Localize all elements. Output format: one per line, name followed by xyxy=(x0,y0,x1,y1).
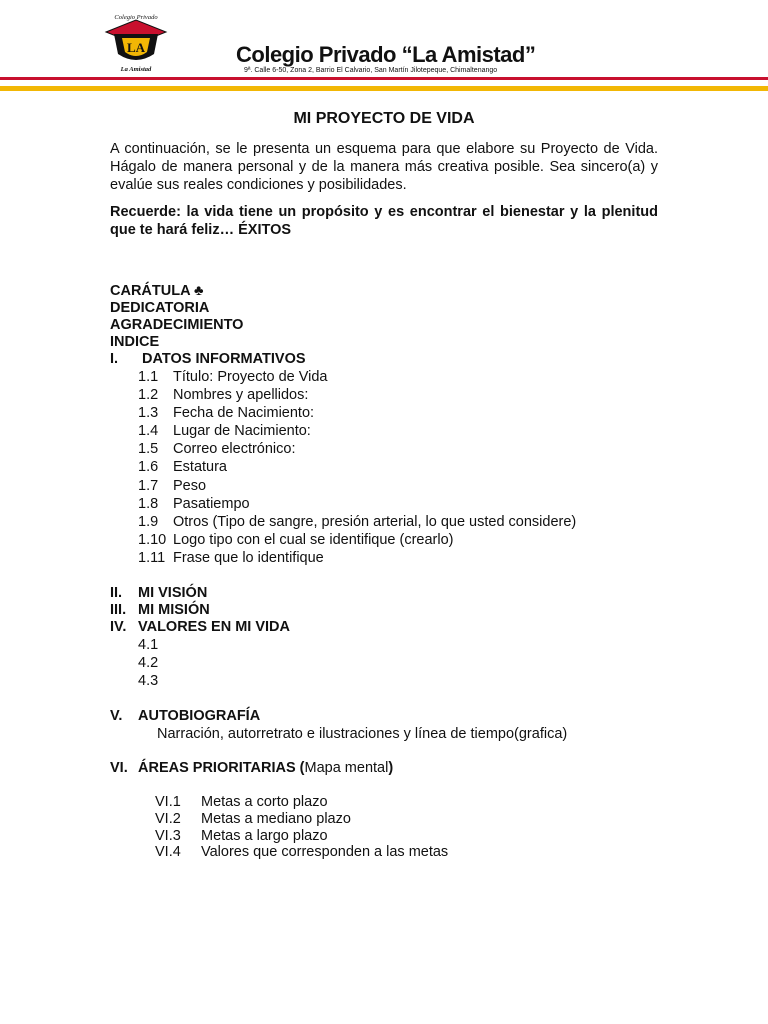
section-title: DATOS INFORMATIVOS xyxy=(142,351,306,367)
list-item xyxy=(110,404,710,422)
item-number: 1.5 xyxy=(138,441,159,458)
item-number: VI.3 xyxy=(155,827,181,844)
section-number: VI. xyxy=(110,760,128,777)
item-text: Fecha de Nacimiento: xyxy=(173,405,315,422)
section-number: II. xyxy=(110,585,123,602)
front-item-dedicatoria: DEDICATORIA xyxy=(110,300,210,316)
section-number: IV. xyxy=(110,619,127,636)
item-number: 1.1 xyxy=(138,369,159,385)
front-item-caratula: CARÁTULA ♣ xyxy=(110,283,204,299)
item-text: Metas a corto plazo xyxy=(201,794,328,811)
section-title-close: ) xyxy=(388,760,394,777)
section-3-heading xyxy=(110,602,710,619)
item-text: Otros (Tipo de sangre, presión arterial, lo que usted considere) xyxy=(173,513,577,530)
section-title: VALORES EN MI VIDA xyxy=(138,619,290,636)
item-text: Valores que corresponden a las metas xyxy=(201,844,449,861)
section-number: III. xyxy=(110,602,127,619)
header-red-band xyxy=(0,77,768,80)
item-text: Logo tipo con el cual se identifique (crearlo) xyxy=(173,531,454,548)
item-number: VI.2 xyxy=(155,810,181,827)
section-5-text: Narración, autorretrato e ilustraciones y línea de tiempo(grafica) xyxy=(157,726,568,743)
item-text: Correo electrónico: xyxy=(173,441,296,458)
item-text: Peso xyxy=(173,477,207,494)
item-text: Metas a largo plazo xyxy=(201,827,328,844)
item-text: Metas a mediano plazo xyxy=(201,810,351,827)
item-number: 1.7 xyxy=(138,477,159,494)
item-text: Frase que lo identifique xyxy=(173,549,324,566)
section-title: AUTOBIOGRAFÍA xyxy=(138,708,261,725)
section-2-heading xyxy=(110,585,710,602)
item-number: 1.8 xyxy=(138,495,159,512)
section-title-note: Mapa mental xyxy=(304,760,389,777)
logo-bottom-text: La Amistad xyxy=(120,66,152,73)
list-item: 4.1 xyxy=(138,637,159,654)
section-1-heading xyxy=(110,351,710,368)
front-item-indice: INDICE xyxy=(110,334,160,350)
logo-letters: LA xyxy=(126,40,146,55)
document-intro xyxy=(110,110,658,239)
section-6-heading xyxy=(110,760,710,777)
document-header xyxy=(0,0,768,100)
item-text: Título: Proyecto de Vida xyxy=(173,369,328,385)
item-number: 1.2 xyxy=(138,387,159,404)
front-item-agradecimiento: AGRADECIMIENTO xyxy=(110,317,244,333)
list-item xyxy=(110,531,710,549)
list-item xyxy=(110,811,710,828)
list-item xyxy=(110,458,710,476)
reminder-paragraph: Recuerde: la vida tiene un propósito y es encontrar el bienestar y la plenitud que te hará feliz… ÉXITOS xyxy=(110,204,658,238)
section-number: I. xyxy=(110,351,119,367)
intro-paragraph: A continuación, se le presenta un esquema para que elabore su Proyecto de Vida. Hágalo de manera personal y de la manera más creativa posible. Sea sincero(a) y evalúe sus reales condiciones y posibilidades. xyxy=(110,141,658,193)
list-item xyxy=(110,422,710,440)
section-title: MI VISIÓN xyxy=(138,585,208,602)
list-item: 4.3 xyxy=(138,673,159,690)
list-item xyxy=(110,794,710,811)
school-name: Colegio Privado “La Amistad” xyxy=(236,42,536,67)
section-number: V. xyxy=(110,708,123,725)
item-text: Pasatiempo xyxy=(173,495,250,512)
section-title xyxy=(138,760,393,777)
item-number: 1.4 xyxy=(138,423,159,440)
item-text: Estatura xyxy=(173,459,227,476)
list-item xyxy=(110,495,710,513)
list-item xyxy=(110,477,710,495)
item-number: 1.11 xyxy=(138,549,166,566)
list-item xyxy=(110,549,710,567)
item-number: 1.10 xyxy=(138,531,167,548)
logo-top-text: Colegio Privado xyxy=(114,14,158,21)
item-text: Lugar de Nacimiento: xyxy=(173,423,311,440)
item-number: VI.1 xyxy=(155,794,181,811)
list-item xyxy=(110,386,710,404)
item-number: 1.9 xyxy=(138,513,159,530)
list-item xyxy=(110,828,710,845)
list-item: 4.2 xyxy=(138,655,159,672)
list-item xyxy=(110,844,710,861)
section-title: MI MISIÓN xyxy=(138,602,210,619)
school-crest-icon xyxy=(100,10,172,74)
school-address: 9ª. Calle 6-50, Zona 2, Barrio El Calvario, San Martín Jilotepeque, Chimaltenango xyxy=(244,67,498,74)
header-yellow-band xyxy=(0,86,768,91)
list-item xyxy=(110,513,710,531)
section-4-heading xyxy=(110,619,710,636)
section-5-heading xyxy=(110,708,710,725)
item-number: VI.4 xyxy=(155,844,181,861)
list-item xyxy=(110,440,710,458)
page-title: MI PROYECTO DE VIDA xyxy=(293,110,475,127)
school-logo xyxy=(100,10,172,74)
section-title-main: ÁREAS PRIORITARIAS ( xyxy=(138,760,305,777)
project-outline xyxy=(110,283,710,861)
item-number: 1.3 xyxy=(138,405,159,422)
list-item xyxy=(110,368,710,386)
item-number: 1.6 xyxy=(138,459,159,476)
item-text: Nombres y apellidos: xyxy=(173,387,309,404)
